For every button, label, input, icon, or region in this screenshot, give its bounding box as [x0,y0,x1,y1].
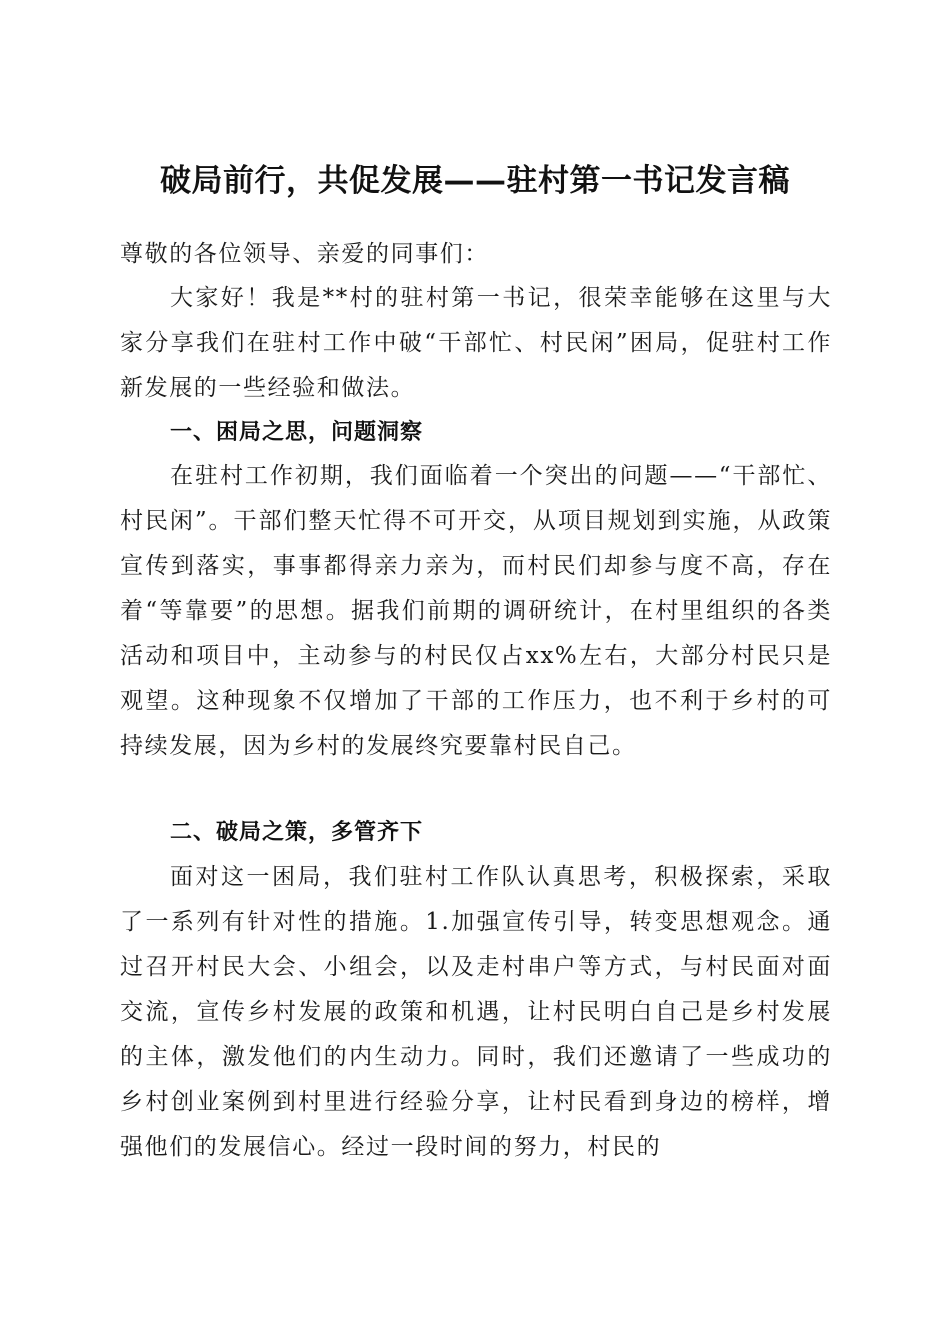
section-heading-2: 二、破局之策，多管齐下 [170,820,424,845]
document-title: 破局前行，共促发展——驻村第一书记发言稿 [160,162,790,199]
section-heading-1: 一、困局之思，问题洞察 [170,420,424,445]
salutation: 尊敬的各位领导、亲爱的同事们： [120,241,489,267]
section-paragraph-2: 面对这一困局，我们驻村工作队认真思考，积极探索，采取了一系列有针对性的措施。1.加强宣传引导，转变思想观念。通过召开村民大会、小组会，以及走村串户等方式，与村民面对面交流，宣传乡村发展的政策和机遇，让村民明白自己是乡村发展的主体，激发他们的内生动力。同时，我们还邀请了一些成功的乡村创业案例到村里进行经验分享，让村民看到身边的榜样，增强他们的发展信心。经过一段时间的努力，村民的 [120,864,832,1160]
intro-paragraph: 大家好！我是**村的驻村第一书记，很荣幸能够在这里与大家分享我们在驻村工作中破“干部忙、村民闲”困局，促驻村工作新发展的一些经验和做法。 [120,285,832,401]
section-paragraph-1: 在驻村工作初期，我们面临着一个突出的问题——“干部忙、村民闲”。干部们整天忙得不可开交，从项目规划到实施，从政策宣传到落实，事事都得亲力亲为，而村民们却参与度不高，存在着“等靠要”的思想。据我们前期的调研统计，在村里组织的各类活动和项目中，主动参与的村民仅占xx%左右，大部分村民只是观望。这种现象不仅增加了干部的工作压力，也不利于乡村的可持续发展，因为乡村的发展终究要靠村民自己。 [120,463,832,759]
